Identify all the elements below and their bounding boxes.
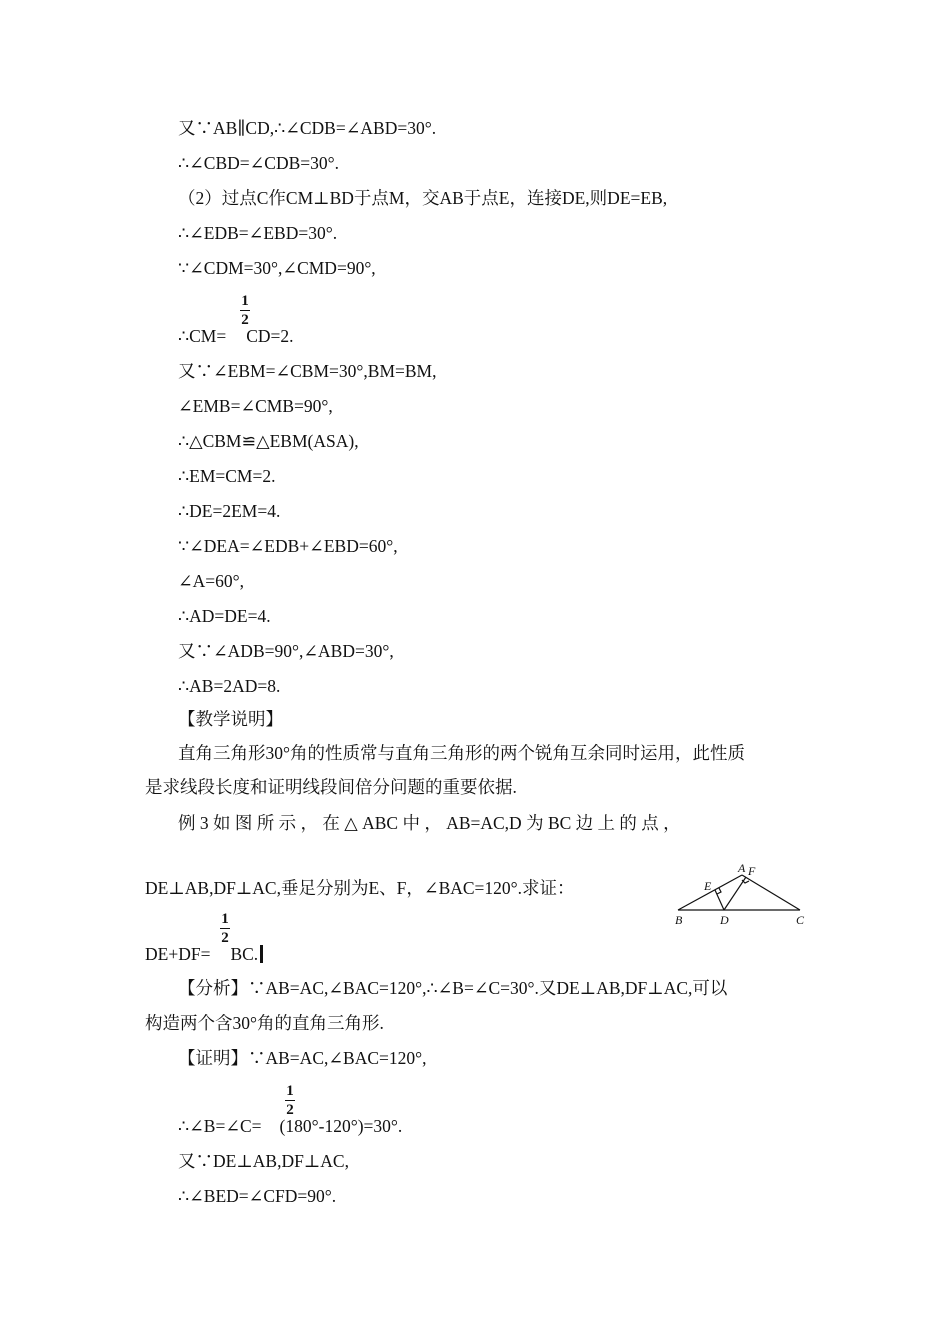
text-line: DE⊥AB,DF⊥AC,垂足分别为E、F，∠BAC=120°.求证： xyxy=(145,878,575,898)
text-segment: ∴CM= xyxy=(178,326,227,346)
text-line xyxy=(178,1115,402,1137)
text-line: 又∵∠ADB=90°,∠ABD=30°, xyxy=(178,641,394,661)
triangle-diagram xyxy=(672,862,812,930)
text-line: 【证明】∵AB=AC,∠BAC=120°, xyxy=(178,1048,427,1068)
label-d: D xyxy=(720,913,729,927)
label-f: F xyxy=(748,864,756,878)
text-cursor xyxy=(260,945,263,963)
label-b: B xyxy=(675,913,683,927)
text-line: ∴AB=2AD=8. xyxy=(178,676,281,696)
fraction-numerator: 1 xyxy=(221,911,229,927)
text-line xyxy=(178,325,294,347)
text-line: 又∵∠EBM=∠CBM=30°,BM=BM, xyxy=(178,361,437,381)
text-line: ∴△CBM≌△EBM(ASA), xyxy=(178,431,359,451)
label-c: C xyxy=(796,913,805,927)
text-line: 又∵AB∥CD,∴∠CDB=∠ABD=30°. xyxy=(178,118,437,138)
text-line: ∴AD=DE=4. xyxy=(178,606,271,626)
text-segment: ∴∠B=∠C= xyxy=(178,1116,262,1136)
right-angle-mark-f xyxy=(742,880,749,883)
fraction-denominator: 2 xyxy=(241,312,249,328)
segment-ac xyxy=(742,875,800,910)
triangle-figure xyxy=(672,862,812,935)
segment-df xyxy=(724,877,746,910)
label-e: E xyxy=(704,879,712,893)
label-a: A xyxy=(738,862,746,875)
text-line: ∴∠CBD=∠CDB=30°. xyxy=(178,153,340,173)
text-line: ∠A=60°, xyxy=(178,571,245,591)
text-line: ∴∠BED=∠CFD=90°. xyxy=(178,1186,337,1206)
text-line: 【分析】∵AB=AC,∠BAC=120°,∴∠B=∠C=30°.又DE⊥AB,DF⊥AC,可以 xyxy=(178,978,728,998)
fraction-numerator: 1 xyxy=(241,293,249,309)
section-heading: 【教学说明】 xyxy=(178,709,283,729)
text-line: ∵∠CDM=30°,∠CMD=90°, xyxy=(178,258,376,278)
text-line xyxy=(145,943,263,965)
text-segment: (180°-120°)=30°. xyxy=(279,1116,403,1136)
text-line: （2）过点C作CM⊥BD于点M，交AB于点E，连接DE,则DE=EB, xyxy=(178,188,668,208)
fraction-half xyxy=(219,911,231,946)
fraction-half xyxy=(284,1083,296,1118)
text-line: ∠EMB=∠CMB=90°, xyxy=(178,396,333,416)
fraction-half xyxy=(239,293,251,328)
text-segment: CD=2. xyxy=(246,326,294,346)
text-line: ∵∠DEA=∠EDB+∠EBD=60°, xyxy=(178,536,398,556)
text-line: ∴DE=2EM=4. xyxy=(178,501,281,521)
text-line: 构造两个含30°角的直角三角形. xyxy=(145,1013,384,1033)
text-line: 直角三角形30°角的性质常与直角三角形的两个锐角互余同时运用，此性质 xyxy=(178,743,745,763)
fraction-denominator: 2 xyxy=(286,1102,294,1118)
text-line: ∴∠EDB=∠EBD=30°. xyxy=(178,223,338,243)
text-segment: DE+DF= xyxy=(145,944,211,964)
text-line: ∴EM=CM=2. xyxy=(178,466,276,486)
text-segment: BC. xyxy=(230,944,259,964)
example-heading: 例 3 如 图 所 示 ， 在 △ ABC 中 ， AB=AC,D 为 BC 边 上 的 点 ， xyxy=(178,813,681,833)
text-line: 是求线段长度和证明线段间倍分问题的重要依据. xyxy=(145,777,517,797)
text-line: 又∵DE⊥AB,DF⊥AC, xyxy=(178,1151,349,1171)
fraction-denominator: 2 xyxy=(221,930,229,946)
fraction-numerator: 1 xyxy=(286,1083,294,1099)
